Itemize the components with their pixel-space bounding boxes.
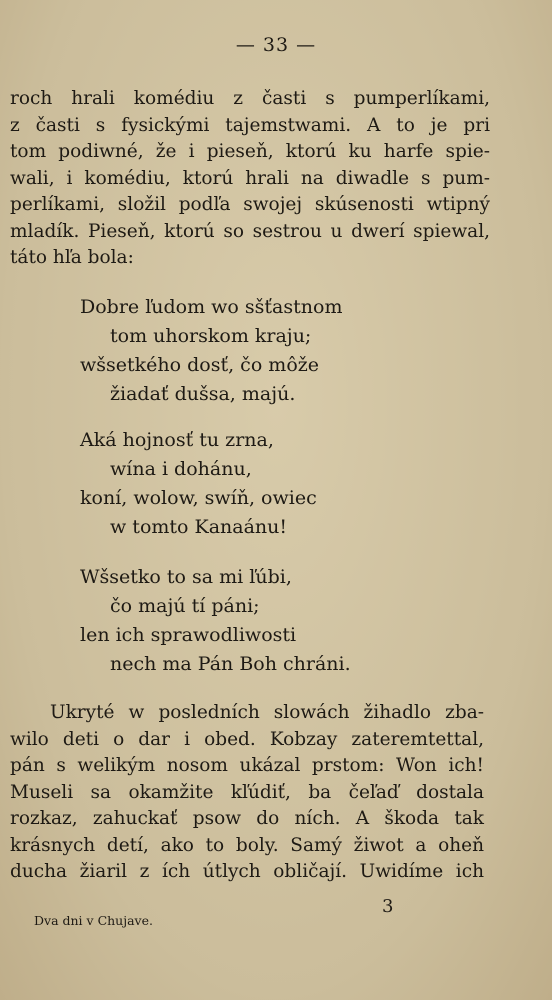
page-number: — 33 — [235,34,317,56]
verse-line: žiadať dušsa, majú. [110,383,296,405]
verse-line: tom uhorskom kraju; [110,325,312,347]
verse-line: len ich sprawodliwosti [80,624,297,646]
verse-line: nech ma Pán Boh chráni. [110,653,351,675]
paragraph-intro [10,86,490,272]
text-line: perlíkami, složil podľa swojej skúsenosti wtipný [10,194,490,215]
text-line: pán s welikým nosom ukázal prstom: Won ich! [10,755,484,776]
verse-line: Aká hojnosť tu zrna, [80,429,274,451]
verse-line: w tomto Kanaánu! [110,516,288,538]
verse-line: čo majú tí páni; [110,595,260,617]
verse-line: wšsetkého dosť, čo môže [80,354,320,376]
text-line: roch hrali komédiu z časti s pumperlíkami, [10,88,490,109]
text-line: táto hľa bola: [10,247,134,268]
text-line: tom podiwné, že i pieseň, ktorú ku harfe spie- [10,141,490,162]
paragraph-closing [10,700,484,886]
text-line: rozkaz, zahuckať psow do ních. A škoda tak [10,808,484,829]
poem-stanza-2 [80,426,317,542]
text-line: z časti s fysickými tajemstwami. A to je pri [10,114,490,136]
text-line: wilo deti o dar i obed. Kobzay zateremtettal, [10,728,484,750]
text-line: ducha žiaril z ích útlych obličají. Uwidíme ich [10,861,484,882]
verse-line: Dobre ľudom wo sšťastnom [80,296,343,318]
text-line: wali, i komédiu, ktorú hrali na diwadle s pum- [10,167,490,189]
verse-line: Wšsetko to sa mi ľúbi, [80,566,292,588]
text-line: mladík. Pieseň, ktorú so sestrou u dwerí spiewal, [10,220,490,242]
signature-mark: 3 [382,896,394,917]
verse-line: wína i dohánu, [110,458,252,480]
verse-line: koní, wolow, swíň, owiec [80,487,317,509]
poem-stanza-3 [80,563,351,679]
footer-book-title: Dva dni v Chujave. [34,913,153,928]
text-line: Ukryté w posledních slowách žihadlo zba- [50,702,484,723]
poem-stanza-1 [80,293,342,409]
text-line: krásnych detí, ako to boly. Samý žiwot a oheň [10,834,484,856]
text-line: Museli sa okamžite kľúdiť, ba čeľaď dostala [10,781,484,803]
